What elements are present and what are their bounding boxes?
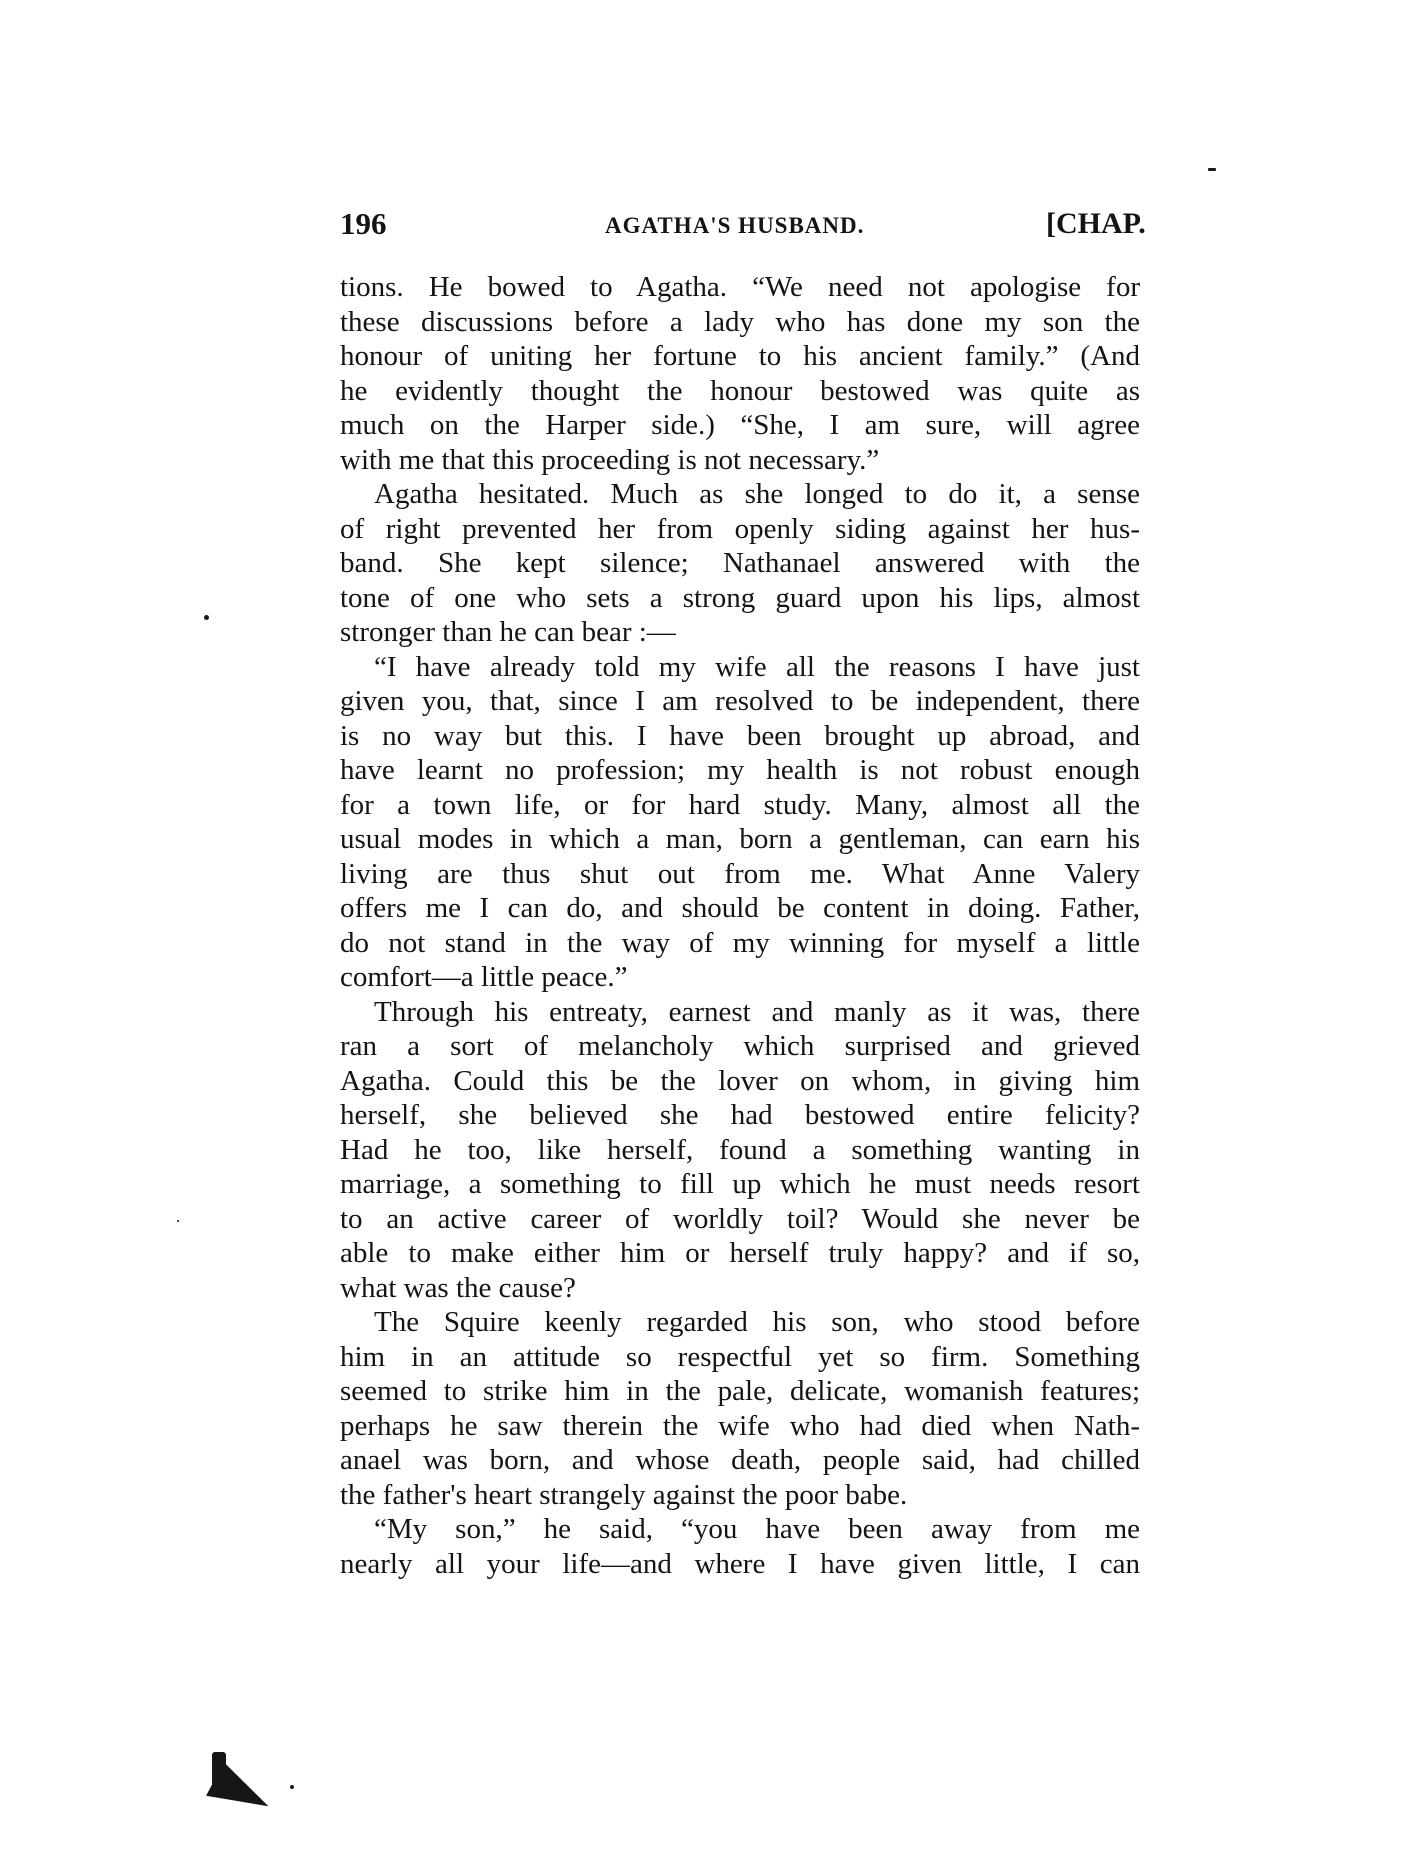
text-line: him in an attitude so respectful yet so firm. Something [340,1340,1140,1373]
text-line: stronger than he can bear :— [340,616,676,648]
text-line: what was the cause? [340,1271,576,1304]
text-line: living are thus shut out from me. What Anne Valery [340,857,1140,890]
text-line: anael was born, and whose death, people said, had chilled [340,1444,1140,1476]
text-line: nearly all your life—and where I have given little, I can [340,1547,1140,1580]
text-line: Through his entreaty, earnest and manly as it was, there [374,995,1140,1028]
text-line: Agatha. Could this be the lover on whom, in giving him [340,1064,1140,1097]
text-line: herself, she believed she had bestowed entire felicity? [340,1099,1140,1131]
scan-speck [204,615,209,620]
text-line: tone of one who sets a strong guard upon his lips, almost [340,581,1140,614]
scan-speck [177,1220,179,1222]
chapter-mark: [CHAP. [1046,207,1146,240]
text-line: “I have already told my wife all the reasons I have just [374,650,1140,683]
text-line: given you, that, since I am resolved to be independent, there [340,685,1140,717]
text-line: marriage, a something to fill up which he must needs resort [340,1168,1140,1200]
text-line: Agatha hesitated. Much as she longed to do it, a sense [374,478,1140,510]
text-line: honour of uniting her fortune to his ancient family.” (And [340,340,1140,372]
text-line: “My son,” he said, “you have been away from me [374,1513,1140,1545]
text-line: ran a sort of melancholy which surprised and grieved [340,1030,1140,1062]
body-text [340,270,1140,1581]
scan-speck [1208,168,1216,171]
text-line: Had he too, like herself, found a something wanting in [340,1133,1140,1166]
running-header [340,204,1146,244]
text-line: band. She kept silence; Nathanael answered with the [340,547,1140,579]
text-line: seemed to strike him in the pale, delicate, womanish features; [340,1375,1140,1407]
text-line: with me that this proceeding is not necessary.” [340,443,880,476]
text-line: perhaps he saw therein the wife who had died when Nath- [340,1409,1140,1442]
text-line: comfort—a little peace.” [340,961,628,993]
text-line: these discussions before a lady who has done my son the [340,305,1140,338]
text-line: the father's heart strangely against the poor babe. [340,1478,908,1511]
text-line: is no way but this. I have been brought up abroad, and [340,719,1140,752]
text-line: for a town life, or for hard study. Many, almost all the [340,788,1140,821]
text-line: tions. He bowed to Agatha. “We need not apologise for [340,271,1140,303]
text-line: he evidently thought the honour bestowed was quite as [340,374,1140,407]
page-number: 196 [340,206,387,241]
running-title: AGATHA'S HUSBAND. [605,213,865,238]
text-line: usual modes in which a man, born a gentleman, can earn his [340,823,1140,855]
text-line: have learnt no profession; my health is not robust enough [340,754,1140,786]
text-line: able to make either him or herself truly happy? and if so, [340,1237,1140,1269]
text-line: do not stand in the way of my winning for myself a little [340,926,1140,959]
text-line: offers me I can do, and should be content in doing. Father, [340,892,1140,924]
text-line: much on the Harper side.) “She, I am sure, will agree [340,409,1140,441]
text-line: to an active career of worldly toil? Would she never be [340,1202,1140,1235]
scan-speck [290,1785,294,1789]
text-line: of right prevented her from openly siding against her hus- [340,512,1140,545]
text-line: The Squire keenly regarded his son, who stood before [374,1306,1140,1338]
